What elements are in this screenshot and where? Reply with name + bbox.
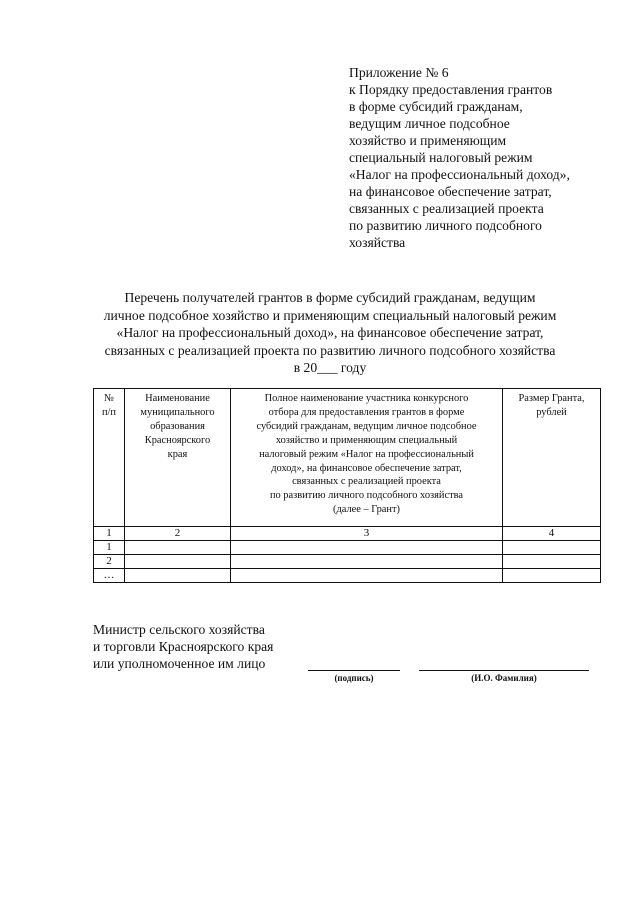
column-number-cell: 4 xyxy=(503,527,601,541)
header-cell-municipality: Наименование муниципального образования Красноярского края xyxy=(125,389,231,527)
column-number-cell: 1 xyxy=(94,527,125,541)
appendix-line: хозяйства xyxy=(349,235,406,250)
appendix-line: связанных с реализацией проекта xyxy=(349,201,544,216)
signatory-line: или уполномоченное им лицо xyxy=(93,656,266,671)
signatory-line: Министр сельского хозяйства xyxy=(93,622,265,637)
table-cell: 2 xyxy=(94,555,125,569)
table-cell xyxy=(503,541,601,555)
table-row xyxy=(94,541,601,555)
title-line: личное подсобное хозяйство и применяющим специальный налоговый режим xyxy=(103,307,557,323)
appendix-line: по развитию личного подсобного xyxy=(349,218,542,233)
table-row xyxy=(94,569,601,583)
title-line: связанных с реализацией проекта по развитию личного подсобного хозяйства xyxy=(104,342,556,358)
appendix-line: в форме субсидий гражданам, xyxy=(349,99,523,114)
table-row xyxy=(94,555,601,569)
appendix-line: специальный налоговый режим xyxy=(349,150,533,165)
document-title xyxy=(60,289,600,377)
table-cell xyxy=(503,569,601,583)
column-number-cell: 3 xyxy=(231,527,503,541)
name-line xyxy=(419,670,589,671)
signature-line xyxy=(308,670,400,671)
table-cell xyxy=(125,555,231,569)
appendix-block xyxy=(349,64,629,251)
appendix-line: хозяйство и применяющим xyxy=(349,133,507,148)
signatory-line: и торговли Красноярского края xyxy=(93,639,274,654)
table-cell xyxy=(125,541,231,555)
table-cell: … xyxy=(94,569,125,583)
table-cell xyxy=(231,555,503,569)
signatory-block xyxy=(93,621,333,672)
appendix-line: ведущим личное подсобное xyxy=(349,116,510,131)
table-cell xyxy=(231,569,503,583)
title-line: Перечень получателей грантов в форме субсидий гражданам, ведущим xyxy=(124,290,536,305)
header-cell-participant: Полное наименование участника конкурсного отбора для предоставления грантов в форме субсидий гражданам, ведущим личное подсобное хозяйство и применяющим специальный налоговый режим «Налог на профессиональный доход», на финансовое обеспечение затрат, связанных с реализацией проекта по развитию личного подсобного хозяйства (далее – Грант) xyxy=(231,389,503,527)
table-cell: 1 xyxy=(94,541,125,555)
table-cell xyxy=(503,555,601,569)
table-cell xyxy=(125,569,231,583)
header-cell-number: № п/п xyxy=(94,389,125,527)
column-number-row xyxy=(94,527,601,541)
header-cell-grant-amount: Размер Гранта, рублей xyxy=(503,389,601,527)
appendix-line: Приложение № 6 xyxy=(349,65,449,80)
table-cell xyxy=(231,541,503,555)
recipients-table xyxy=(93,388,601,583)
name-label: (И.О. Фамилия) xyxy=(471,673,537,683)
appendix-line: «Налог на профессиональный доход», xyxy=(349,167,570,182)
appendix-line: на финансовое обеспечение затрат, xyxy=(349,184,552,199)
table-header-row xyxy=(94,389,601,527)
appendix-line: к Порядку предоставления грантов xyxy=(349,82,553,97)
title-line: «Налог на профессиональный доход», на финансовое обеспечение затрат, xyxy=(116,325,544,340)
title-line: в 20___ году xyxy=(293,360,367,375)
column-number-cell: 2 xyxy=(125,527,231,541)
signature-label: (подпись) xyxy=(334,673,374,683)
